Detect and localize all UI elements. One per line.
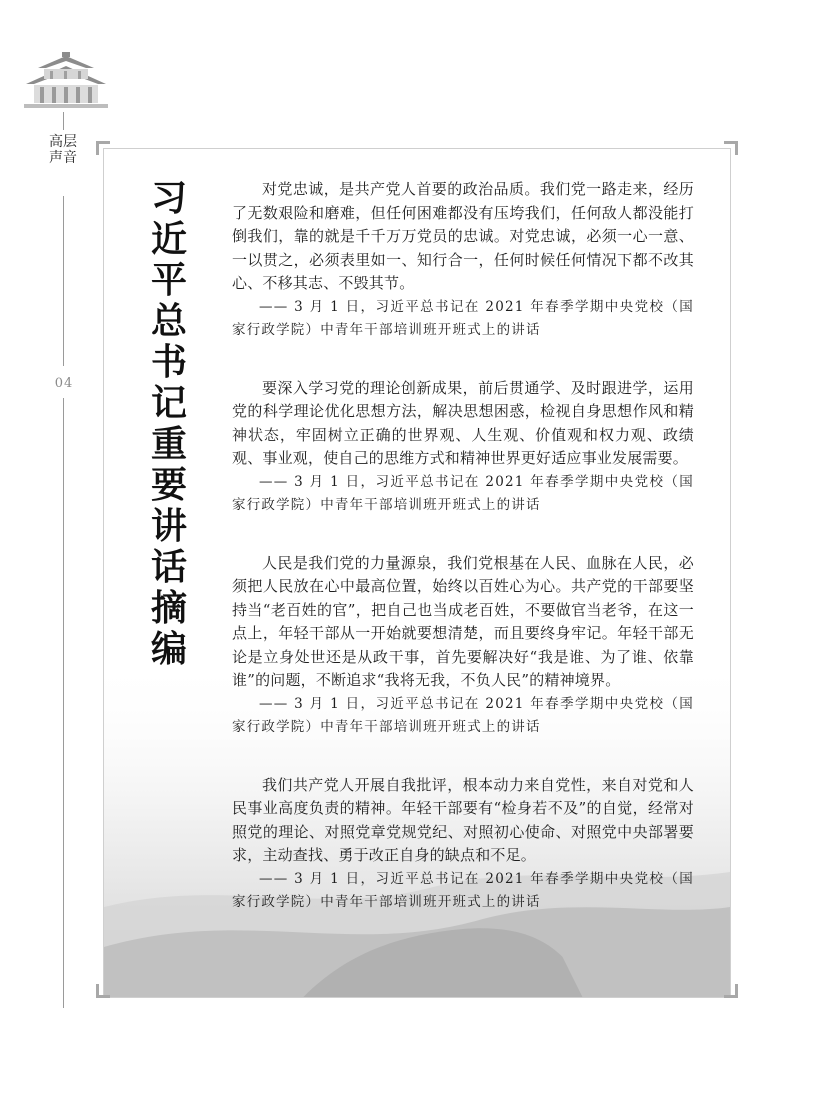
margin-rule-top [63, 112, 64, 130]
quote-block [232, 178, 694, 343]
quote-list [232, 178, 694, 949]
page-number: 04 [54, 376, 74, 391]
quote-source: —— 3 月 1 日，习近平总书记在 2021 年春季学期中央党校（国家行政学院）中青年干部培训班开班式上的讲话 [232, 695, 694, 735]
quote-block [232, 774, 694, 915]
frame-corner-top-left [96, 141, 110, 155]
margin-rule-bottom [63, 398, 64, 1008]
frame-corner-top-right [724, 141, 738, 155]
quote-block [232, 552, 694, 740]
frame-corner-bottom-left [96, 984, 110, 998]
quote-block [232, 377, 694, 518]
page-title: 习近平总书记重要讲话摘编 [150, 178, 187, 670]
quote-source: —— 3 月 1 日，习近平总书记在 2021 年春季学期中央党校（国家行政学院）中青年干部培训班开班式上的讲话 [232, 298, 694, 338]
quote-source: —— 3 月 1 日，习近平总书记在 2021 年春季学期中央党校（国家行政学院）中青年干部培训班开班式上的讲话 [232, 870, 694, 910]
quote-text: 人民是我们党的力量源泉，我们党根基在人民、血脉在人民，必须把人民放在心中最高位置，始终以百姓心为心。共产党的干部要坚持当“老百姓的官”，把自己也当成老百姓，不要做官当老爷，在这一点上，年轻干部从一开始就要想清楚，而且要终身牢记。年轻干部无论是立身处世还是从政干事，首先要解决好“我是谁、为了谁、依靠谁”的问题，不断追求“我将无我，不负人民”的精神境界。 [232, 553, 694, 689]
section-label: 高层声音 [49, 134, 77, 166]
margin-rule-middle [63, 196, 64, 366]
pavilion-icon [20, 50, 112, 112]
quote-source: —— 3 月 1 日，习近平总书记在 2021 年春季学期中央党校（国家行政学院）中青年干部培训班开班式上的讲话 [232, 473, 694, 513]
frame-corner-bottom-right [724, 984, 738, 998]
quote-text: 我们共产党人开展自我批评，根本动力来自党性，来自对党和人民事业高度负责的精神。年轻干部要有“检身若不及”的自觉，经常对照党的理论、对照党章党规党纪、对照初心使命、对照党中央部署要求，主动查找、勇于改正自身的缺点和不足。 [232, 775, 694, 864]
quote-text: 对党忠诚，是共产党人首要的政治品质。我们党一路走来，经历了无数艰险和磨难，但任何困难都没有压垮我们，任何敌人都没能打倒我们，靠的就是千千万万党员的忠诚。对党忠诚，必须一心一意、一以贯之，必须表里如一、知行合一，任何时候任何情况下都不改其心、不移其志、不毁其节。 [232, 180, 694, 292]
quote-text: 要深入学习党的理论创新成果，前后贯通学、及时跟进学，运用党的科学理论优化思想方法，解决思想困惑，检视自身思想作风和精神状态，牢固树立正确的世界观、人生观、价值观和权力观、政绩观、事业观，使自己的思维方式和精神世界更好适应事业发展需要。 [232, 378, 694, 467]
